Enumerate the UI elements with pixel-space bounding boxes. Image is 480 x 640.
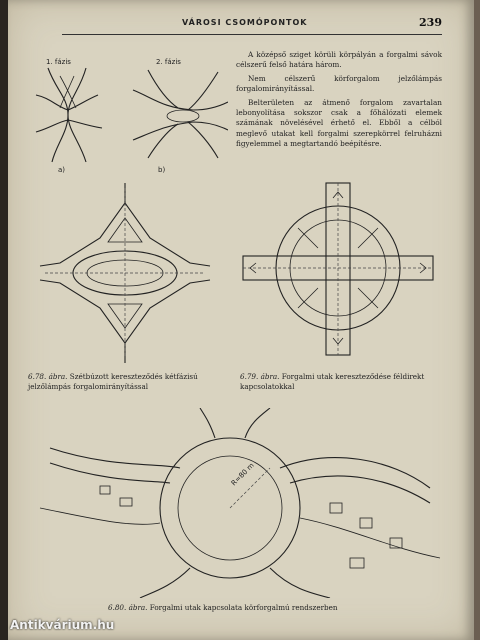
figure-6-79-diagram — [238, 178, 438, 368]
page-number: 239 — [419, 16, 442, 29]
page-edge — [474, 0, 480, 640]
figure-6-79-number: 6.79. ábra. — [240, 372, 280, 381]
figure-phase-diagrams — [28, 50, 228, 180]
phase1-diagram — [36, 68, 102, 162]
figure-6-78-diagram — [30, 178, 220, 368]
body-text — [236, 50, 442, 150]
figure-6-79-text: Forgalmi utak kereszteződése féldirekt kapcsolatokkal — [240, 372, 425, 391]
figure-6-78-text: Szétbúzott kereszteződés kétfázisú jelzőlámpás forgalomirányítással — [28, 372, 198, 391]
label-a: a) — [58, 166, 66, 174]
paragraph-1: A középső sziget körüli körpályán a forgalmi sávok célszerű felső határa három. — [236, 50, 442, 70]
paragraph-3: Belterületen az átmenő forgalom zavartalan lebonyolítása sokszor csak a főhálózati elemek számának növelésével érhető el. Ebből a célból meglevő utakat kell forgalmi szerepkörrel felruházni figyelemmel a megtartandó beépítésre. — [236, 97, 442, 149]
figure-6-78-caption — [28, 372, 218, 392]
figure-6-80-number: 6.80. ábra. — [108, 603, 148, 612]
radius-label: R=80 m — [229, 461, 256, 488]
figure-6-79-caption — [240, 372, 440, 392]
paragraph-2: Nem célszerű körforgalom jelzőlámpás forgalomirányítással. — [236, 73, 442, 94]
figure-6-80-diagram — [30, 408, 450, 598]
running-header — [62, 16, 442, 35]
phase1-label: 1. fázis — [46, 58, 71, 66]
figure-6-78-number: 6.78. ábra. — [28, 372, 68, 381]
label-b: b) — [158, 166, 166, 174]
running-header-title: VÁROSI CSOMÓPONTOK — [182, 18, 308, 27]
watermark-text: Antikvárium.hu — [10, 618, 115, 632]
phase2-label: 2. fázis — [156, 58, 181, 66]
figure-6-80-caption — [108, 603, 408, 613]
figure-6-80-text: Forgalmi utak kapcsolata körforgalmú rendszerben — [149, 603, 338, 612]
phase2-diagram — [133, 70, 228, 158]
